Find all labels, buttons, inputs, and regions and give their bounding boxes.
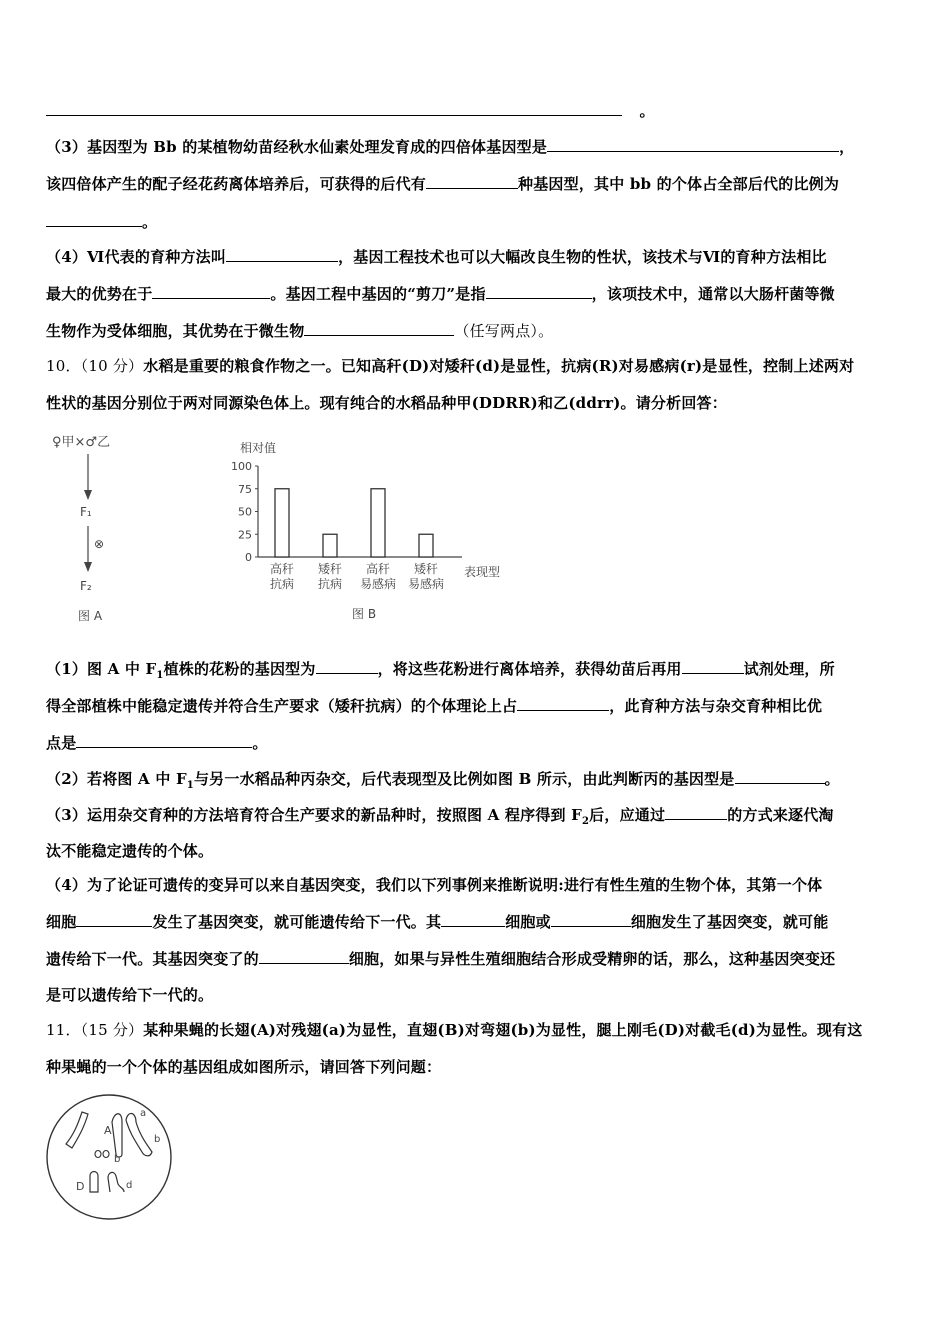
self-cross-icon: ⊗ — [94, 537, 105, 551]
gene-label: b — [114, 1154, 121, 1165]
arrow-head-icon — [84, 490, 92, 500]
blank[interactable] — [46, 99, 622, 116]
x-tick-label: 矮秆 — [413, 562, 439, 576]
blank[interactable] — [735, 767, 825, 784]
blank[interactable] — [682, 657, 744, 674]
y-tick-label: 75 — [238, 482, 252, 496]
gene-label: a — [140, 1108, 147, 1119]
sex-chromosome — [90, 1172, 98, 1193]
figure-caption: 图 B — [352, 607, 377, 621]
bar — [275, 489, 289, 557]
f1-label: F₁ — [80, 505, 92, 519]
blank[interactable] — [304, 319, 454, 336]
cross-label: ♀甲×♂乙 — [52, 435, 111, 450]
blank[interactable] — [441, 910, 505, 927]
blank[interactable] — [426, 172, 518, 189]
text-line: （3）运用杂交育种的方法培育符合生产要求的新品种时，按照图 A 程序得到 $F_2$后，应通过 的方式来逐代淘 — [46, 803, 906, 833]
text-line: （4）为了论证可遗传的变异可以来自基因突变，我们以下列事例来推断说明:进行有性生殖的生物个体，其第一个体 — [46, 876, 823, 894]
bar — [371, 489, 385, 557]
question-10: 10．（10 分）水稻是重要的粮食作物之一。已知高秆(D)对矮秆(d)是显性，抗病(R)对易感病(r)是显性，控制上述两对 — [46, 357, 855, 375]
text-line: 是可以遗传给下一代的。 — [46, 986, 214, 1004]
blank[interactable] — [316, 657, 378, 674]
y-ticks — [231, 460, 258, 564]
x-tick-label: 抗病 — [317, 577, 343, 591]
blank[interactable] — [76, 910, 152, 927]
text-line: 。 — [46, 210, 906, 233]
text-line: 最大的优势在于 。基因工程中基因的“剪刀”是指 ，该项技术中，通常以大肠杆菌等微 — [46, 282, 906, 305]
small-chromosome — [103, 1151, 109, 1158]
text-line: 生物作为受体细胞，其优势在于微生物 （任写两点）。 — [46, 319, 906, 342]
f2-label: F₂ — [80, 579, 92, 593]
text-line: （3）基因型为 Bb 的某植物幼苗经秋水仙素处理发育成的四倍体基因型是 ， — [46, 135, 906, 158]
text-line: 遗传给下一代。其基因突变了的 细胞，如果与异性生殖细胞结合形成受精卵的话，那么，这种基因突变还 — [46, 947, 906, 970]
cell-outline — [47, 1095, 171, 1219]
bar — [419, 534, 433, 557]
blank[interactable] — [46, 210, 142, 227]
text-line: 得全部植株中能稳定遗传并符合生产要求（矮秆抗病）的个体理论上占 ，此育种方法与杂交育种相比优 — [46, 694, 906, 717]
chromosome-cell-figure — [44, 1092, 174, 1222]
blank[interactable] — [226, 245, 338, 262]
text-line: 细胞 发生了基因突变，就可能遗传给下一代。其 细胞或 细胞发生了基因突变，就可能 — [46, 910, 906, 933]
x-tick-label: 抗病 — [269, 577, 295, 591]
gene-label: D — [76, 1180, 85, 1193]
text-line: 种果蝇的一个个体的基因组成如图所示，请回答下列问题： — [46, 1058, 442, 1076]
blank[interactable] — [551, 910, 631, 927]
blank[interactable] — [665, 803, 727, 820]
blank[interactable] — [547, 135, 839, 152]
text-line: 性状的基因分别位于两对同源染色体上。现有纯合的水稻品种甲(DDRR)和乙(ddrr)。请分析回答： — [46, 394, 727, 412]
figure-caption: 图 A — [78, 609, 103, 623]
gene-label: b — [154, 1134, 161, 1145]
chromosome — [66, 1112, 88, 1148]
text-line: 汰不能稳定遗传的个体。 — [46, 842, 214, 860]
chromosome — [112, 1114, 122, 1157]
y-axis-label: 相对值 — [240, 441, 277, 455]
blank[interactable] — [517, 694, 609, 711]
arrow-head-icon — [84, 562, 92, 572]
blank[interactable] — [486, 282, 592, 299]
x-tick-labels — [270, 561, 444, 591]
gene-label: A — [104, 1124, 112, 1137]
x-tick-label: 矮秆 — [317, 562, 343, 576]
sex-chromosome — [108, 1172, 124, 1192]
blank[interactable] — [259, 947, 349, 964]
bar — [323, 534, 337, 557]
question-number: 11．（15 分） — [46, 1021, 144, 1039]
text-line: （1）图 A 中 $F_1$植株的花粉的基因型为 ，将这些花粉进行离体培养，获得幼苗后再用 试剂处理，所 — [46, 657, 906, 687]
blank[interactable] — [152, 282, 270, 299]
figure-a — [48, 428, 158, 628]
chromosome — [126, 1113, 152, 1155]
y-tick-label: 0 — [245, 551, 252, 564]
period: 。 — [639, 102, 655, 120]
small-chromosome — [95, 1151, 101, 1158]
text-line: 该四倍体产生的配子经花药离体培养后，可获得的后代有 种基因型，其中 bb 的个体占全部后代的比例为 — [46, 172, 906, 195]
x-tick-label: 高秆 — [269, 562, 295, 576]
blank[interactable] — [76, 731, 252, 748]
text-line: （2）若将图 A 中 $F_1$与另一水稻品种丙杂交，后代表现型及比例如图 B 所示，由此判断丙的基因型是 。 — [46, 767, 906, 797]
y-tick-label: 25 — [238, 528, 252, 542]
x-tick-label: 高秆 — [365, 562, 391, 576]
question-11: 11．（15 分）某种果蝇的长翅(A)对残翅(a)为显性，直翅(B)对弯翅(b)为显性，腿上刚毛(D)对截毛(d)为显性。现有这 — [46, 1021, 863, 1039]
figure-b-chart — [220, 428, 520, 628]
bars — [275, 489, 433, 557]
x-tick-label: 易感病 — [359, 577, 397, 591]
text-line: （4）Ⅵ代表的育种方法叫 ，基因工程技术也可以大幅改良生物的性状，该技术与Ⅵ的育种方法相比 — [46, 245, 906, 268]
text-line: 点是 。 — [46, 731, 906, 754]
x-axis-label: 表现型 — [464, 565, 501, 579]
x-tick-label: 易感病 — [407, 577, 445, 591]
question-number: 10．（10 分） — [46, 357, 144, 375]
answer-line-1 — [46, 99, 906, 122]
gene-label: d — [126, 1180, 133, 1191]
y-tick-label: 50 — [238, 505, 252, 519]
y-tick-label: 100 — [231, 460, 252, 473]
